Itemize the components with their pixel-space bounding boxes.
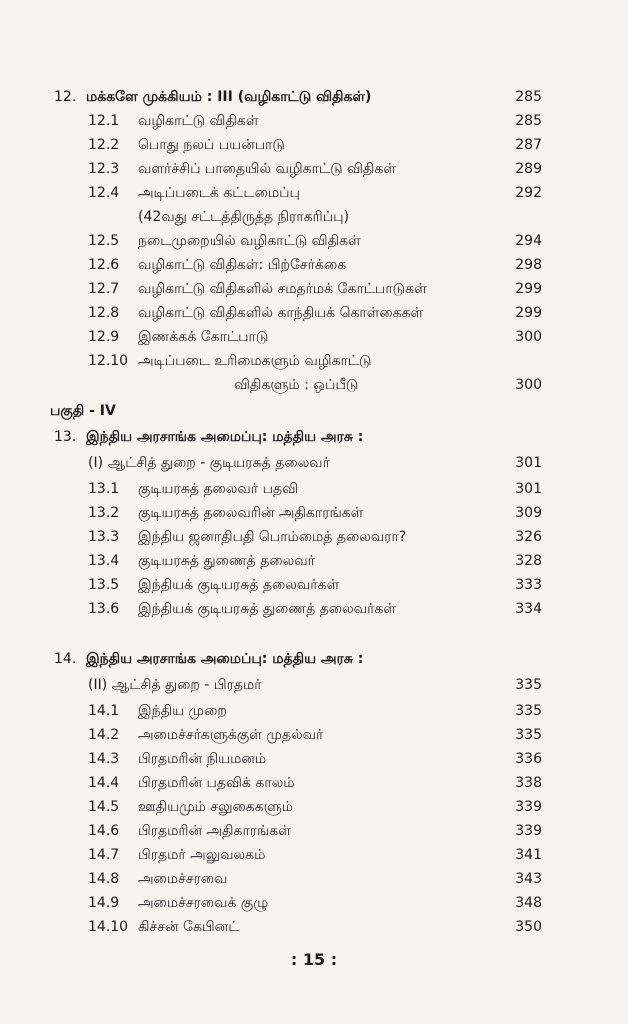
toc-entry-title: அமைச்சர்களுக்குள் முதல்வர் xyxy=(138,727,324,743)
toc-entry-page: 348 xyxy=(515,895,542,911)
toc-entry xyxy=(0,526,628,548)
toc-entry-title: வழிகாட்டு விதிகள் xyxy=(138,113,259,129)
toc-entry xyxy=(0,648,628,670)
toc-entry-number: 13.2 xyxy=(88,505,120,521)
toc-entry-number: 14.7 xyxy=(88,847,120,863)
toc-entry-page: 335 xyxy=(515,703,542,719)
toc-entry-number: 12.9 xyxy=(88,329,120,345)
toc-entry-page: 339 xyxy=(515,799,542,815)
part-heading: பகுதி - IV xyxy=(50,403,116,419)
toc-entry xyxy=(0,700,628,722)
toc-entry xyxy=(0,230,628,252)
toc-entry-number: 12.1 xyxy=(88,113,120,129)
toc-entry xyxy=(0,748,628,770)
toc-entry xyxy=(0,844,628,866)
toc-entry xyxy=(0,820,628,842)
toc-entry-title: அடிப்படை உரிமைகளும் வழிகாட்டு xyxy=(138,353,372,369)
toc-entry-page: 341 xyxy=(515,847,542,863)
toc-entry-title: பிரதமர் அலுவலகம் xyxy=(138,847,266,863)
toc-entry-title: வழிகாட்டு விதிகள்: பிற்சேர்க்கை xyxy=(138,257,347,273)
toc-entry xyxy=(0,574,628,596)
toc-entry-page: 285 xyxy=(515,89,542,105)
toc-entry xyxy=(0,772,628,794)
toc-entry-page: 336 xyxy=(515,751,542,767)
toc-entry-title: வழிகாட்டு விதிகளில் சமதர்மக் கோட்பாடுகள் xyxy=(138,281,427,297)
toc-entry-page: 343 xyxy=(515,871,542,887)
toc-entry-page: 298 xyxy=(515,257,542,273)
toc-entry-number: 12.7 xyxy=(88,281,120,297)
toc-entry xyxy=(0,374,628,396)
toc-entry-page: 299 xyxy=(515,281,542,297)
toc-entry-number: 13.6 xyxy=(88,601,120,617)
toc-entry-page: 292 xyxy=(515,185,542,201)
toc-entry-number: 14.1 xyxy=(88,703,120,719)
toc-entry xyxy=(0,206,628,228)
toc-entry-number: 12.10 xyxy=(88,353,129,369)
toc-entry-page: 299 xyxy=(515,305,542,321)
toc-entry-page: 326 xyxy=(515,529,542,545)
toc-entry-number: 14.10 xyxy=(88,919,129,935)
toc-entry xyxy=(0,868,628,890)
toc-entry-title: நடைமுறையில் வழிகாட்டு விதிகள் xyxy=(138,233,361,249)
toc-entry-title: வழிகாட்டு விதிகளில் காந்தியக் கொள்கைகள் xyxy=(138,305,424,321)
toc-entry-page: 350 xyxy=(515,919,542,935)
toc-entry-title: ஊதியமும் சலுகைகளும் xyxy=(138,799,294,815)
toc-entry-page: 301 xyxy=(515,481,542,497)
toc-entry xyxy=(0,158,628,180)
toc-entry-title: குடியரசுத் தலைவரின் அதிகாரங்கள் xyxy=(138,505,364,521)
toc-entry-title: (42வது சட்டத்திருத்த நிராகரிப்பு) xyxy=(138,209,350,225)
toc-entry-number: 14.3 xyxy=(88,751,120,767)
toc-entry-title: பிரதமரின் பதவிக் காலம் xyxy=(138,775,295,791)
toc-entry-number: 12.8 xyxy=(88,305,120,321)
toc-entry xyxy=(0,502,628,524)
toc-entry-title: பிரதமரின் நியமனம் xyxy=(138,751,267,767)
toc-entry-number: 14.2 xyxy=(88,727,120,743)
toc-entry-number: 13.1 xyxy=(88,481,120,497)
toc-entry-number: 12.3 xyxy=(88,161,120,177)
toc-entry-title: இணக்கக் கோட்பாடு xyxy=(138,329,269,345)
toc-entry xyxy=(0,674,628,696)
toc-entry-title: இந்திய அரசாங்க அமைப்பு: மத்திய அரசு : xyxy=(86,651,364,667)
toc-entry-title: மக்களே முக்கியம் : III (வழிகாட்டு விதிகள்) xyxy=(86,89,372,105)
toc-entry-page: 335 xyxy=(515,677,542,693)
toc-entry xyxy=(0,302,628,324)
toc-entry-page: 289 xyxy=(515,161,542,177)
toc-entry-number: 12. xyxy=(54,89,77,105)
toc-entry xyxy=(0,452,628,474)
toc-entry-page: 328 xyxy=(515,553,542,569)
toc-entry-number: 14. xyxy=(54,651,77,667)
toc-entry-number: 14.8 xyxy=(88,871,120,887)
toc-entry xyxy=(0,350,628,372)
toc-entry-title: விதிகளும் : ஒப்பீடு xyxy=(234,377,359,393)
toc-entry-title: கிச்சன் கேபினட் xyxy=(138,919,240,935)
toc-entry-page: 334 xyxy=(515,601,542,617)
page-number: : 15 : xyxy=(290,950,338,969)
toc-entry xyxy=(0,916,628,938)
toc-entry-page: 338 xyxy=(515,775,542,791)
toc-entry xyxy=(0,426,628,448)
toc-entry-number: 13.4 xyxy=(88,553,120,569)
toc-entry xyxy=(0,278,628,300)
toc-entry-page: 285 xyxy=(515,113,542,129)
toc-entry-number: 13.5 xyxy=(88,577,120,593)
toc-entry-number: 13. xyxy=(54,429,77,445)
toc-entry xyxy=(0,892,628,914)
toc-entry-number: 12.5 xyxy=(88,233,120,249)
toc-entry xyxy=(0,550,628,572)
toc-entry-title: அமைச்சரவைக் குழு xyxy=(138,895,269,911)
toc-entry-title: பிரதமரின் அதிகாரங்கள் xyxy=(138,823,291,839)
toc-entry xyxy=(0,254,628,276)
toc-entry-page: 309 xyxy=(515,505,542,521)
toc-entry-title: குடியரசுத் தலைவர் பதவி xyxy=(138,481,299,497)
toc-entry-page: 335 xyxy=(515,727,542,743)
toc-entry-number: 14.5 xyxy=(88,799,120,815)
toc-entry-page: 287 xyxy=(515,137,542,153)
toc-entry-number: 12.4 xyxy=(88,185,120,201)
toc-entry xyxy=(0,724,628,746)
toc-entry xyxy=(0,134,628,156)
toc-entry-page: 333 xyxy=(515,577,542,593)
toc-entry-number: 14.6 xyxy=(88,823,120,839)
toc-entry-title: வளர்ச்சிப் பாதையில் வழிகாட்டு விதிகள் xyxy=(138,161,396,177)
toc-entry-page: 300 xyxy=(515,329,542,345)
toc-entry xyxy=(0,86,628,108)
toc-entry-title: இந்தியக் குடியரசுத் துணைத் தலைவர்கள் xyxy=(138,601,396,617)
toc-entry-title: இந்திய ஜனாதிபதி பொம்மைத் தலைவரா? xyxy=(138,529,407,545)
toc-entry-title: பொது நலப் பயன்பாடு xyxy=(138,137,285,153)
toc-entry-number: 13.3 xyxy=(88,529,120,545)
toc-entry-title: இந்தியக் குடியரசுத் தலைவர்கள் xyxy=(138,577,340,593)
toc-entry xyxy=(0,182,628,204)
toc-entry-number: 14.9 xyxy=(88,895,120,911)
toc-entry xyxy=(0,598,628,620)
toc-entry-title: அமைச்சரவை xyxy=(138,871,228,887)
toc-entry-title: அடிப்படைக் கட்டமைப்பு xyxy=(138,185,300,201)
toc-entry-title: இந்திய முறை xyxy=(138,703,227,719)
toc-entry-title: (I) ஆட்சித் துறை - குடியரசுத் தலைவர் xyxy=(88,455,330,471)
toc-entry-number: 12.6 xyxy=(88,257,120,273)
toc-entry xyxy=(0,478,628,500)
toc-entry-page: 300 xyxy=(515,377,542,393)
toc-entry-page: 339 xyxy=(515,823,542,839)
toc-entry-page: 301 xyxy=(515,455,542,471)
toc-entry xyxy=(0,326,628,348)
toc-entry xyxy=(0,110,628,132)
toc-entry-number: 12.2 xyxy=(88,137,120,153)
toc-entry-title: குடியரசுத் துணைத் தலைவர் xyxy=(138,553,315,569)
toc-entry-title: (II) ஆட்சித் துறை - பிரதமர் xyxy=(88,677,262,693)
toc-entry-number: 14.4 xyxy=(88,775,120,791)
toc-entry-title: இந்திய அரசாங்க அமைப்பு: மத்திய அரசு : xyxy=(86,429,364,445)
toc-entry xyxy=(0,796,628,818)
toc-entry-page: 294 xyxy=(515,233,542,249)
